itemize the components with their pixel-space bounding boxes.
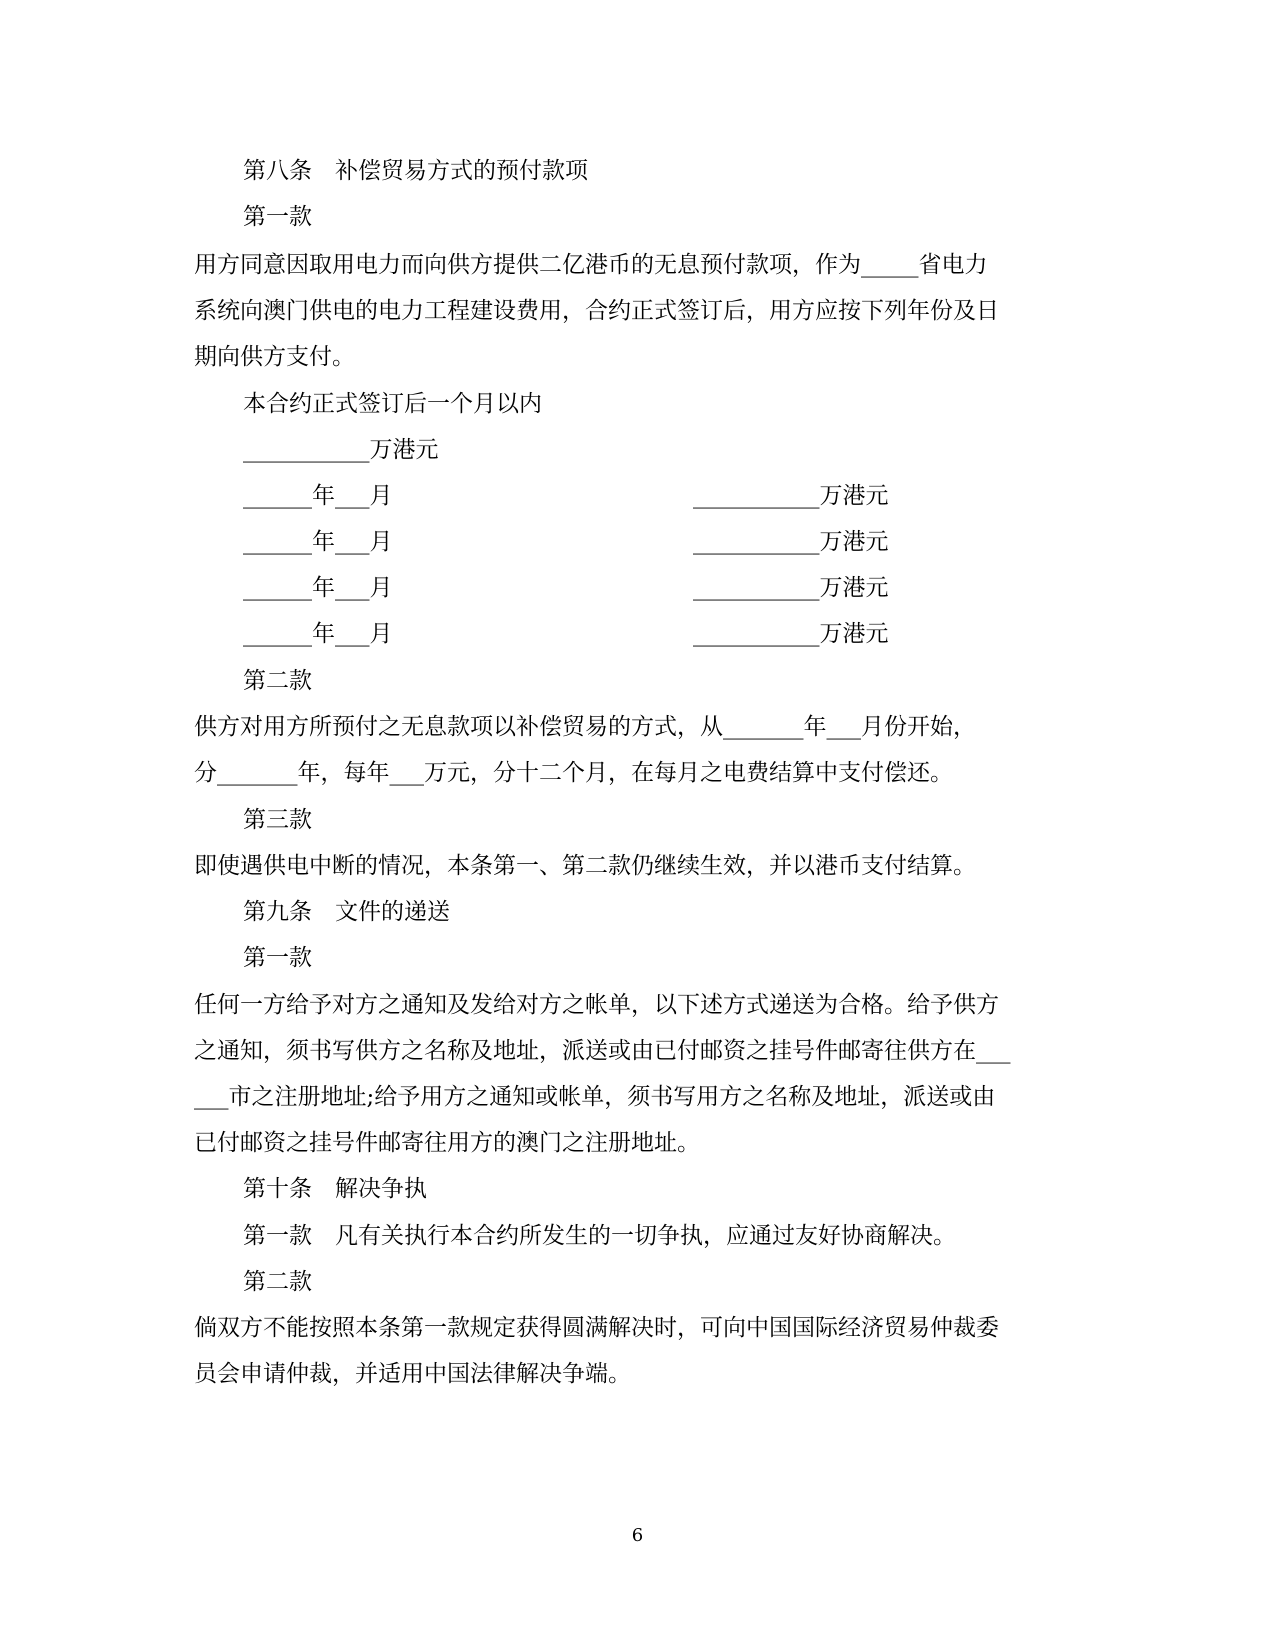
article-10-clause-2-line: 员会申请仲裁，并适用中国法律解决争端。 (194, 1361, 631, 1387)
schedule-date: ______年___月 (243, 483, 393, 509)
article-9-clause-1-heading: 第一款 (243, 945, 312, 971)
article-8-clause-1-line: 系统向澳门供电的电力工程建设费用，合约正式签订后，用方应按下列年份及日 (194, 298, 999, 324)
schedule-amount: ___________万港元 (693, 529, 889, 555)
article-8-clause-3-heading: 第三款 (243, 807, 312, 833)
article-8-clause-2-line: 分_______年，每年___万元，分十二个月，在每月之电费结算中支付偿还。 (194, 760, 953, 786)
schedule-date: ______年___月 (243, 575, 393, 601)
within-month-text: 本合约正式签订后一个月以内 (243, 391, 542, 417)
page-number: 6 (631, 1525, 644, 1546)
schedule-amount: ___________万港元 (693, 483, 889, 509)
schedule-date: ______年___月 (243, 621, 393, 647)
article-8-clause-1-heading: 第一款 (243, 204, 312, 230)
schedule-date: ______年___月 (243, 529, 393, 555)
article-9-clause-1-line: ___市之注册地址;给予用方之通知或帐单，须书写用方之名称及地址，派送或由 (194, 1084, 996, 1110)
article-9-clause-1-line: 任何一方给予对方之通知及发给对方之帐单，以下述方式递送为合格。给予供方 (194, 992, 999, 1018)
article-8-clause-1-line: 用方同意因取用电力而向供方提供二亿港币的无息预付款项，作为_____省电力 (194, 252, 988, 278)
article-10-clause-1-line: 第一款 凡有关执行本合约所发生的一切争执，应通过友好协商解决。 (243, 1223, 956, 1249)
schedule-amount: ___________万港元 (693, 621, 889, 647)
article-10-clause-2-heading: 第二款 (243, 1269, 312, 1295)
article-9-heading: 第九条 文件的递送 (243, 899, 450, 925)
article-10-heading: 第十条 解决争执 (243, 1176, 427, 1202)
article-8-heading: 第八条 补偿贸易方式的预付款项 (243, 158, 588, 184)
article-9-clause-1-line: 已付邮资之挂号件邮寄往用方的澳门之注册地址。 (194, 1130, 700, 1156)
first-amount: ___________万港元 (243, 437, 439, 463)
article-9-clause-1-line: 之通知，须书写供方之名称及地址，派送或由已付邮资之挂号件邮寄往供方在___ (194, 1038, 1011, 1064)
schedule-amount: ___________万港元 (693, 575, 889, 601)
article-8-clause-2-heading: 第二款 (243, 668, 312, 694)
article-8-clause-1-line: 期向供方支付。 (194, 344, 355, 370)
article-8-clause-3-line: 即使遇供电中断的情况，本条第一、第二款仍继续生效，并以港币支付结算。 (194, 853, 976, 879)
article-8-clause-2-line: 供方对用方所预付之无息款项以补偿贸易的方式，从_______年___月份开始， (194, 714, 976, 740)
article-10-clause-2-line: 倘双方不能按照本条第一款规定获得圆满解决时，可向中国国际经济贸易仲裁委 (194, 1315, 999, 1341)
